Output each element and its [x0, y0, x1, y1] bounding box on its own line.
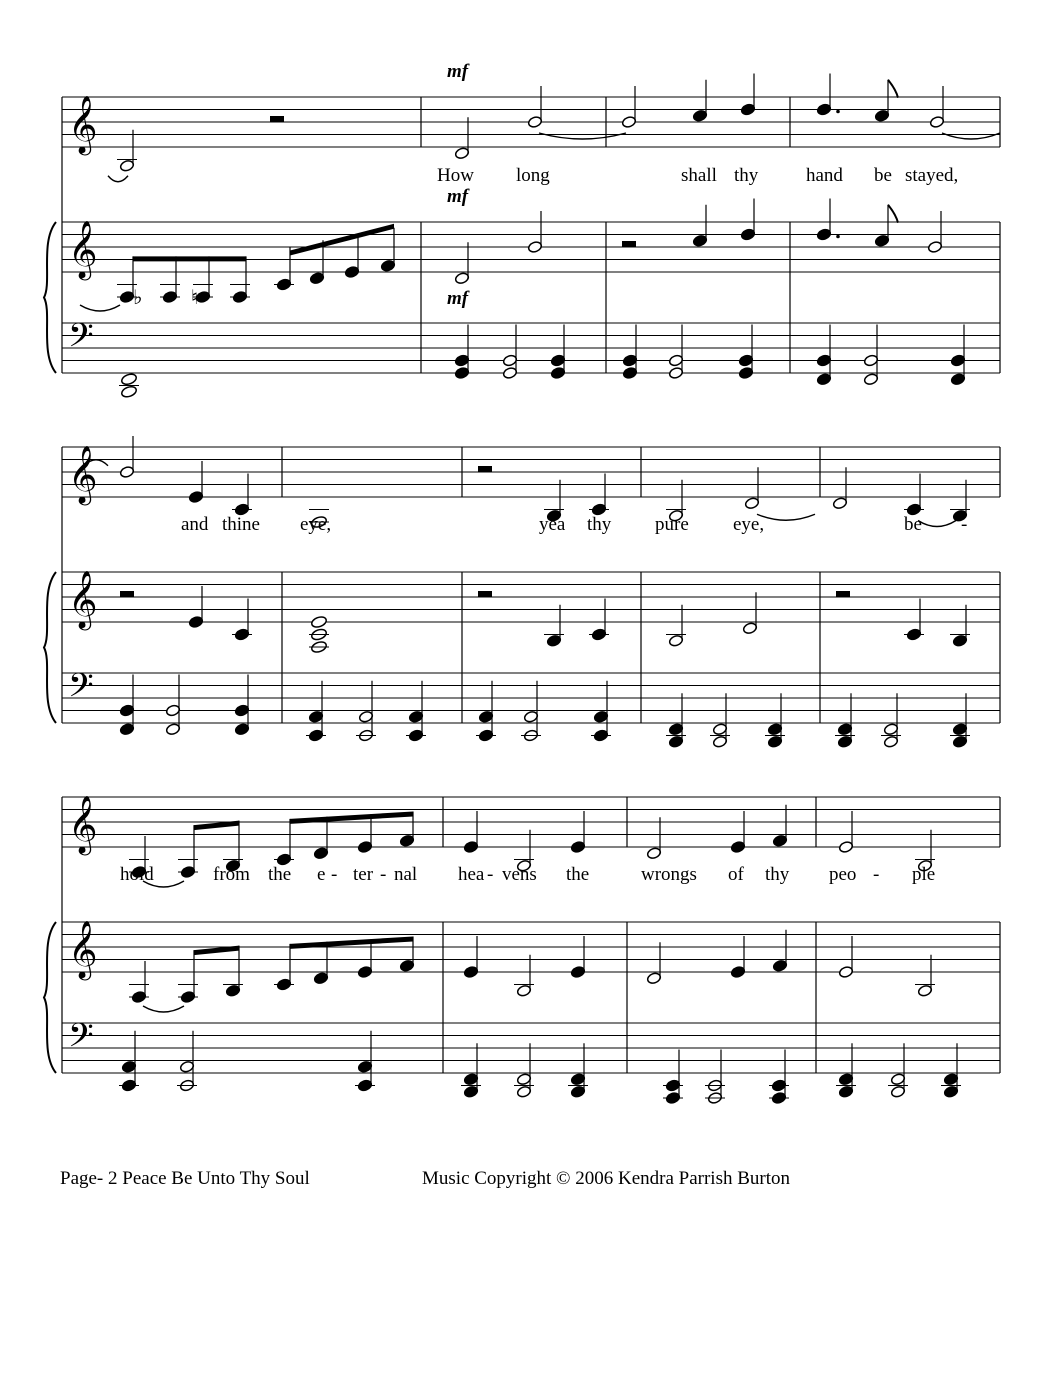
note-head [646, 972, 661, 985]
note-head [668, 366, 683, 379]
note-head [740, 103, 755, 116]
note-head [943, 1073, 958, 1086]
note-head [463, 1085, 478, 1098]
lyric: thy [765, 864, 790, 885]
note-head [883, 723, 898, 736]
note-head [838, 1073, 853, 1086]
note-head [668, 354, 683, 367]
note-head [119, 159, 134, 172]
note-head [863, 373, 878, 386]
note-head [179, 1060, 194, 1073]
note-head [730, 965, 745, 978]
lyric: of [728, 864, 744, 885]
note-head [313, 972, 328, 985]
note-head [357, 1060, 372, 1073]
note-head [380, 259, 395, 272]
note-head [478, 710, 493, 723]
note-head [738, 366, 753, 379]
note-head [738, 354, 753, 367]
note-head [837, 723, 852, 736]
note-head [816, 228, 831, 241]
note-head [527, 240, 542, 253]
note-head [816, 103, 831, 116]
note-head [838, 840, 853, 853]
note-head [408, 710, 423, 723]
tie [80, 305, 120, 311]
piano-brace [44, 222, 56, 373]
note-head [668, 634, 683, 647]
note-head [772, 959, 787, 972]
flat-icon: ♭ [133, 285, 143, 309]
piano-brace [44, 922, 56, 1073]
footer-copyright: Music Copyright © 2006 Kendra Parrish Burton [422, 1168, 791, 1189]
note-head [772, 834, 787, 847]
note-head [120, 385, 137, 399]
note-head [454, 354, 469, 367]
note-head [570, 965, 585, 978]
note-head [308, 710, 323, 723]
lyric: - [487, 864, 494, 885]
dot [836, 110, 840, 114]
note-head [313, 847, 328, 860]
note-head [309, 272, 324, 285]
note-head [883, 735, 898, 748]
tie [539, 133, 626, 139]
note-head [344, 265, 359, 278]
footer-page-title: Page- 2 Peace Be Unto Thy Soul [60, 1168, 310, 1189]
lyric: - [961, 514, 968, 535]
note-head [767, 735, 782, 748]
tie [918, 521, 956, 527]
tie [757, 514, 815, 520]
note-head [874, 109, 889, 122]
note-head [874, 234, 889, 247]
lyric: from [213, 864, 250, 885]
note-head [744, 497, 759, 510]
note-head [546, 634, 561, 647]
note-head [357, 840, 372, 853]
note-head [570, 1073, 585, 1086]
lyric: vens [502, 864, 537, 885]
bass-clef-icon: 𝄢 [68, 667, 94, 713]
note-head [712, 735, 727, 748]
note-head [767, 723, 782, 736]
dynamic-mf-piano-rh: mf [447, 186, 469, 207]
note-head [502, 366, 517, 379]
note-head [838, 965, 853, 978]
note-head [234, 723, 249, 736]
note-head [165, 723, 180, 736]
note-head [832, 497, 847, 510]
note-head [816, 373, 831, 386]
bass-clef-icon: 𝄢 [68, 317, 94, 363]
note-head [399, 834, 414, 847]
note-head [463, 1073, 478, 1086]
note-head [742, 622, 757, 635]
note-flag [888, 80, 898, 98]
note-head [646, 847, 661, 860]
note-head [516, 1073, 531, 1086]
note-head [234, 704, 249, 717]
note-head [120, 372, 137, 386]
lyric: pure [655, 514, 689, 535]
note-head [890, 1073, 905, 1086]
note-head [516, 984, 531, 997]
lyric: thine [222, 514, 260, 535]
note-head [929, 115, 944, 128]
note-head [399, 959, 414, 972]
piano-brace [44, 572, 56, 723]
dynamic-mf-piano-lh: mf [447, 288, 469, 309]
lyric: - [331, 864, 338, 885]
note-head [622, 354, 637, 367]
lyric: long [516, 165, 550, 186]
lyric: wrongs [641, 864, 697, 885]
half-rest [120, 591, 134, 597]
treble-clef-icon: 𝄞 [68, 570, 98, 628]
dot [836, 235, 840, 239]
lyric: yea [539, 514, 566, 535]
note-head [527, 115, 542, 128]
note-head [622, 366, 637, 379]
bass-clef-icon: 𝄢 [68, 1017, 94, 1063]
treble-clef-icon: 𝄞 [68, 220, 98, 278]
natural-icon: ♮ [191, 285, 199, 309]
lyric: How [437, 165, 474, 186]
note-head [950, 373, 965, 386]
lyric: and [181, 514, 209, 535]
beam [290, 224, 394, 256]
note-head [570, 840, 585, 853]
note-head [952, 634, 967, 647]
note-head [593, 710, 608, 723]
note-head [730, 840, 745, 853]
note-head [225, 984, 240, 997]
lyric: hea [458, 864, 485, 885]
lyric: peo [829, 864, 857, 885]
note-head [188, 490, 203, 503]
dynamic-mf-vocal: mf [447, 61, 469, 82]
note-head [863, 354, 878, 367]
note-head [816, 354, 831, 367]
note-head [550, 366, 565, 379]
note-head [516, 1085, 531, 1098]
lyric: - [380, 864, 387, 885]
lyric: hold [120, 864, 154, 885]
lyric: - [873, 864, 880, 885]
note-head [188, 615, 203, 628]
tie [143, 1006, 184, 1012]
note-head [463, 840, 478, 853]
lyric: e [317, 864, 326, 885]
note-head [837, 735, 852, 748]
note-head [838, 1085, 853, 1098]
lyric: be [904, 514, 922, 535]
half-rest [478, 591, 492, 597]
half-rest [478, 466, 492, 472]
lyric: eye, [300, 514, 332, 535]
note-head [952, 735, 967, 748]
note-head [358, 710, 373, 723]
lyric: the [268, 864, 292, 885]
note-head [621, 115, 636, 128]
note-head [570, 1085, 585, 1098]
note-head [119, 704, 134, 717]
lyric: be [874, 165, 892, 186]
note-head [121, 1060, 136, 1073]
note-head [454, 366, 469, 379]
half-rest [622, 241, 636, 247]
note-head [454, 272, 469, 285]
note-head [952, 723, 967, 736]
note-head [890, 1085, 905, 1098]
note-head [165, 704, 180, 717]
half-rest [836, 591, 850, 597]
note-head [950, 354, 965, 367]
beam [133, 256, 246, 261]
note-head [310, 615, 327, 629]
note-head [357, 965, 372, 978]
note-head [119, 723, 134, 736]
note-head [119, 465, 134, 478]
lyric: thy [587, 514, 612, 535]
half-rest [270, 116, 284, 122]
treble-clef-icon: 𝄞 [68, 920, 98, 978]
note-head [740, 228, 755, 241]
tie [942, 133, 1000, 139]
lyric: ple [912, 864, 936, 885]
note-head [692, 234, 707, 247]
tie [108, 176, 128, 182]
note-head [454, 147, 469, 160]
treble-clef-icon: 𝄞 [68, 95, 98, 153]
note-head [550, 354, 565, 367]
lyric: shall [681, 165, 717, 186]
note-head [712, 723, 727, 736]
note-head [502, 354, 517, 367]
note-head [692, 109, 707, 122]
note-head [668, 723, 683, 736]
treble-clef-icon: 𝄞 [68, 795, 98, 853]
treble-clef-icon: 𝄞 [68, 445, 98, 503]
note-head [463, 965, 478, 978]
note-head [917, 984, 932, 997]
lyric: the [566, 864, 590, 885]
lyric: eye, [733, 514, 765, 535]
note-head [668, 735, 683, 748]
note-head [927, 240, 942, 253]
lyric: stayed, [905, 165, 959, 186]
lyric: ter [353, 864, 374, 885]
lyric: thy [734, 165, 759, 186]
note-flag [888, 205, 898, 223]
lyric: nal [394, 864, 418, 885]
note-head [943, 1085, 958, 1098]
note-head [523, 710, 538, 723]
lyric: hand [806, 165, 843, 186]
